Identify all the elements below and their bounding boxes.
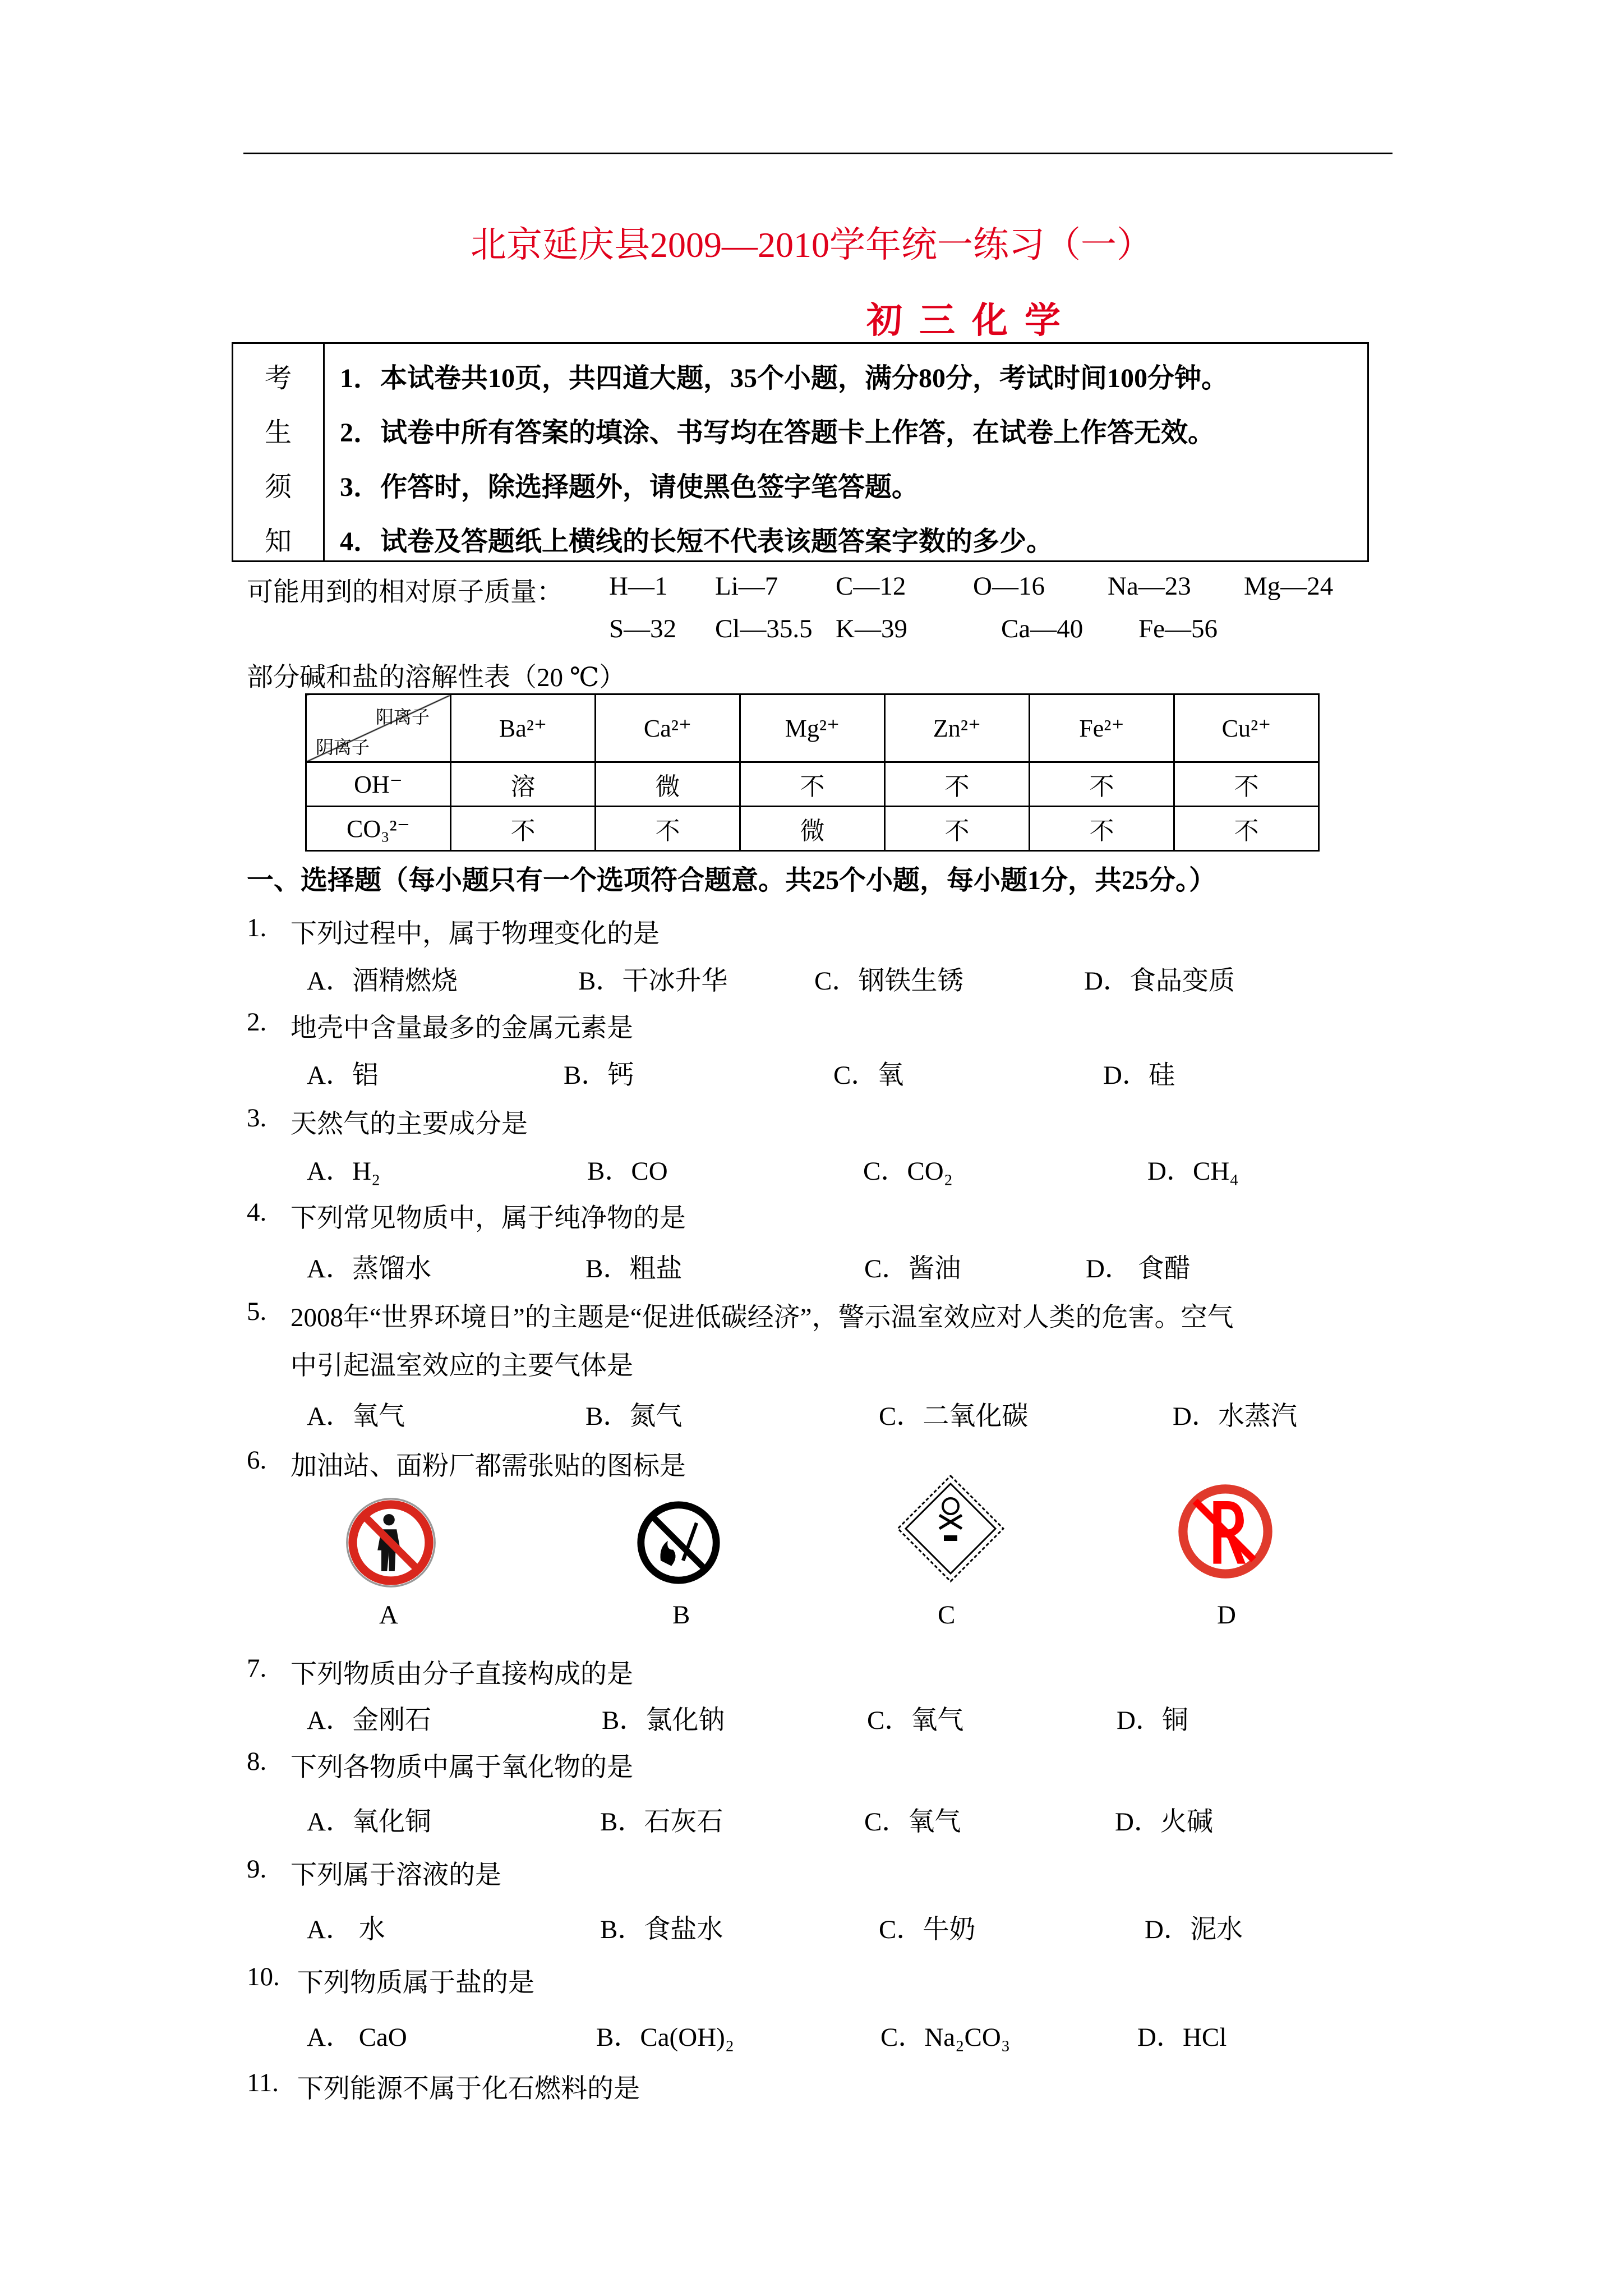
question-text: 下列常见物质中，属于纯净物的是 xyxy=(291,1204,686,1233)
no-pedestrian-sign-icon xyxy=(343,1495,439,1590)
table-cell: 不 xyxy=(451,807,596,851)
notice-item: 1．本试卷共10页，共四道大题，35个小题，满分80分，考试时间100分钟。 xyxy=(340,364,1229,393)
exam-notice-box xyxy=(232,342,1369,562)
answer-option-d[interactable]: D．铜 xyxy=(1117,1706,1188,1735)
question-number: 3. xyxy=(247,1103,267,1133)
answer-option-a[interactable]: A． CaO xyxy=(307,2023,407,2052)
cation-header: Ca²⁺ xyxy=(596,694,740,762)
atomic-mass-item: C—12 xyxy=(836,572,906,601)
question-text-continued: 中引起温室效应的主要气体是 xyxy=(291,1351,633,1381)
solubility-table xyxy=(305,693,1320,852)
answer-option-c[interactable]: C．钢铁生锈 xyxy=(814,967,964,996)
atomic-mass-item: O—16 xyxy=(973,572,1045,601)
atomic-mass-item: Ca—40 xyxy=(1001,614,1083,643)
answer-option-b[interactable]: B．Ca(OH)₂ xyxy=(596,2023,735,2052)
notice-item: 3．作答时，除选择题外，请使黑色签字笔答题。 xyxy=(340,472,919,502)
solubility-title: 部分碱和盐的溶解性表（20 ℃） xyxy=(247,663,626,692)
table-cell: 不 xyxy=(596,807,740,851)
question-number: 10. xyxy=(247,1962,280,1991)
atomic-mass-label: 可能用到的相对原子质量： xyxy=(247,578,563,607)
table-cell: 不 xyxy=(885,762,1030,807)
header-rule xyxy=(243,153,1393,154)
answer-option-a[interactable]: A． 水 xyxy=(307,1915,385,1944)
answer-option-d[interactable]: D． 食醋 xyxy=(1086,1254,1191,1283)
question-text: 地壳中含量最多的金属元素是 xyxy=(291,1014,633,1043)
table-cell: 不 xyxy=(885,807,1030,851)
exam-subject: 初三化学 xyxy=(866,301,1077,341)
answer-option-b[interactable]: B．钙 xyxy=(564,1061,634,1090)
notice-item: 2．试卷中所有答案的填涂、书写均在答题卡上作答，在试卷上作答无效。 xyxy=(340,418,1215,448)
notice-side-char: 知 xyxy=(264,527,292,556)
answer-option-b[interactable]: B．石灰石 xyxy=(600,1807,723,1837)
answer-option-b[interactable]: B．食盐水 xyxy=(600,1915,723,1944)
cation-header: Ba²⁺ xyxy=(451,694,596,762)
question-text: 加油站、面粉厂都需张贴的图标是 xyxy=(291,1452,686,1481)
atomic-mass-item: H—1 xyxy=(609,572,668,601)
cation-header: Zn²⁺ xyxy=(885,694,1030,762)
notice-side-char: 须 xyxy=(264,472,292,502)
question-number: 2. xyxy=(247,1007,267,1037)
question-number: 6. xyxy=(247,1446,267,1475)
question-number: 4. xyxy=(247,1198,267,1227)
answer-option-c[interactable]: C．氧 xyxy=(833,1061,904,1090)
section-heading: 一、选择题（每小题只有一个选项符合题意。共25个小题，每小题1分，共25分。） xyxy=(247,866,1216,895)
atomic-mass-item: Cl—35.5 xyxy=(715,614,813,643)
atomic-mass-item: Mg—24 xyxy=(1244,572,1334,601)
answer-option-a[interactable]: A．H₂ xyxy=(307,1157,381,1186)
notice-side-char: 考 xyxy=(264,364,292,393)
question-text: 下列过程中，属于物理变化的是 xyxy=(291,919,660,949)
answer-option-c[interactable]: C．二氧化碳 xyxy=(879,1402,1029,1431)
question-text: 下列物质由分子直接构成的是 xyxy=(291,1660,633,1689)
toxic-hazard-sign-icon xyxy=(895,1473,1007,1585)
no-fire-sign-icon xyxy=(634,1495,723,1590)
answer-option-c[interactable]: C．氧气 xyxy=(864,1807,961,1837)
question-number: 1. xyxy=(247,913,267,942)
anion-cell: OH⁻ xyxy=(306,762,451,807)
question-number: 5. xyxy=(247,1297,267,1326)
question-text: 天然气的主要成分是 xyxy=(291,1110,528,1139)
answer-option-b[interactable]: B．氯化钠 xyxy=(602,1706,725,1735)
answer-option-b[interactable]: B．干冰升华 xyxy=(578,967,728,996)
answer-option-c[interactable]: C．CO₂ xyxy=(863,1157,953,1186)
table-cell: 不 xyxy=(1030,807,1174,851)
table-cell: 不 xyxy=(1174,807,1319,851)
image-option-label: B xyxy=(672,1600,690,1630)
corner-cation-label: 阳离子 xyxy=(375,707,430,727)
answer-option-b[interactable]: B．氮气 xyxy=(585,1402,683,1431)
question-text: 下列物质属于盐的是 xyxy=(297,1968,534,1998)
image-option-label: C xyxy=(938,1600,956,1630)
answer-option-a[interactable]: A．蒸馏水 xyxy=(307,1254,431,1283)
table-header-row xyxy=(306,694,1319,762)
atomic-mass-item: S—32 xyxy=(609,614,677,643)
anion-cell: CO₃²⁻ xyxy=(306,807,451,851)
table-cell: 不 xyxy=(740,762,885,807)
question-text: 下列各物质中属于氧化物的是 xyxy=(291,1753,633,1782)
table-cell: 溶 xyxy=(451,762,596,807)
answer-option-d[interactable]: D．泥水 xyxy=(1145,1915,1243,1944)
cation-header: Fe²⁺ xyxy=(1030,694,1174,762)
answer-option-d[interactable]: D．食品变质 xyxy=(1084,967,1235,996)
table-cell: 不 xyxy=(1030,762,1174,807)
answer-option-d[interactable]: D．水蒸汽 xyxy=(1173,1402,1297,1431)
cation-header: Mg²⁺ xyxy=(740,694,885,762)
image-option-label: D xyxy=(1217,1600,1236,1630)
notice-side-label xyxy=(233,344,325,560)
question-number: 11. xyxy=(247,2068,279,2097)
question-number: 9. xyxy=(247,1855,267,1884)
table-row xyxy=(306,807,1319,851)
answer-option-d[interactable]: D．火碱 xyxy=(1115,1807,1213,1837)
notice-item: 4．试卷及答题纸上横线的长短不代表该题答案字数的多少。 xyxy=(340,527,1054,556)
image-option-label: A xyxy=(379,1600,398,1630)
answer-option-b[interactable]: B．CO xyxy=(587,1157,668,1186)
table-cell: 微 xyxy=(740,807,885,851)
question-number: 8. xyxy=(247,1747,267,1776)
answer-option-c[interactable]: C．Na₂CO₃ xyxy=(880,2023,1011,2052)
answer-option-c[interactable]: C．酱油 xyxy=(864,1254,961,1283)
answer-option-c[interactable]: C．氧气 xyxy=(867,1706,964,1735)
answer-option-d[interactable]: D．HCl xyxy=(1137,2023,1227,2052)
notice-side-char: 生 xyxy=(264,418,292,448)
exam-title: 北京延庆县2009—2010学年统一练习（一） xyxy=(471,225,1152,265)
question-text: 下列能源不属于化石燃料的是 xyxy=(297,2074,640,2104)
answer-option-d[interactable]: D．CH₄ xyxy=(1147,1157,1239,1186)
answer-option-c[interactable]: C．牛奶 xyxy=(879,1915,976,1944)
question-number: 7. xyxy=(247,1654,267,1683)
answer-option-a[interactable]: A．氧气 xyxy=(307,1402,405,1431)
atomic-mass-item: Fe—56 xyxy=(1138,614,1218,643)
answer-option-a[interactable]: A．酒精燃烧 xyxy=(307,967,458,996)
atomic-mass-item: Na—23 xyxy=(1108,572,1191,601)
no-parking-sign-icon xyxy=(1175,1481,1276,1582)
table-corner-cell xyxy=(306,694,451,762)
answer-option-a[interactable]: A．氧化铜 xyxy=(307,1807,431,1837)
question-text: 下列属于溶液的是 xyxy=(291,1861,501,1890)
question-text: 2008年“世界环境日”的主题是“促进低碳经济”，警示温室效应对人类的危害。空气 xyxy=(291,1303,1234,1332)
table-cell: 不 xyxy=(1174,762,1319,807)
answer-option-a[interactable]: A．金刚石 xyxy=(307,1706,431,1735)
table-cell: 微 xyxy=(596,762,740,807)
answer-option-d[interactable]: D．硅 xyxy=(1103,1061,1175,1090)
atomic-mass-item: Li—7 xyxy=(715,572,778,601)
answer-option-a[interactable]: A．铝 xyxy=(307,1061,379,1090)
cation-header: Cu²⁺ xyxy=(1174,694,1319,762)
answer-option-b[interactable]: B．粗盐 xyxy=(585,1254,683,1283)
atomic-mass-item: K—39 xyxy=(836,614,907,643)
table-row xyxy=(306,762,1319,807)
corner-anion-label: 阴离子 xyxy=(316,737,370,757)
